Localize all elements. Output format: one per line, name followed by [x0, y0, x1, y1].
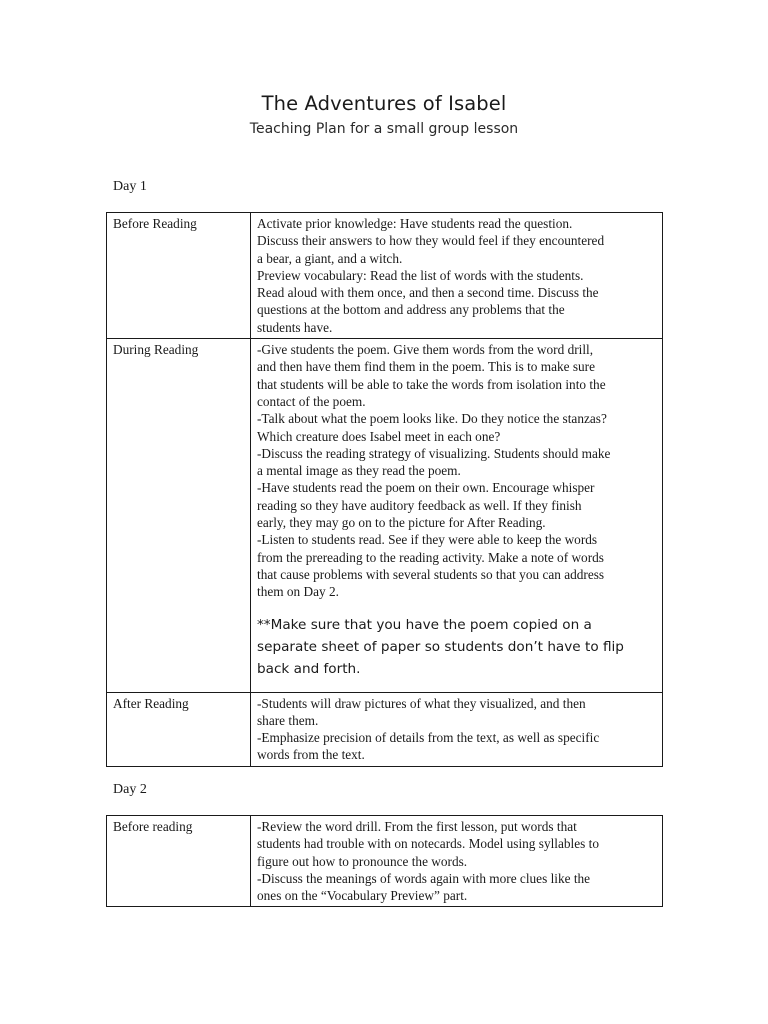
content-line: from the prereading to the reading activity. Make a note of words: [257, 549, 604, 565]
content-line: share them.: [257, 712, 319, 728]
table-row: [107, 339, 663, 692]
day-2-label: Day 2: [113, 782, 147, 797]
content-line: a bear, a giant, and a witch.: [257, 250, 403, 266]
content-line: students had trouble with on notecards. Model using syllables to: [257, 836, 599, 852]
teacher-note: **Make sure that you have the poem copied on a separate sheet of paper so students don’t have to flip back and forth.: [257, 616, 624, 677]
content-line: -Listen to students read. See if they were able to keep the words: [257, 532, 598, 548]
content-line: contact of the poem.: [257, 393, 366, 409]
row-content-during-reading: [251, 339, 663, 692]
row-content-before-reading: [251, 213, 663, 339]
content-line: -Give students the poem. Give them words from the word drill,: [257, 342, 594, 358]
content-line: them on Day 2.: [257, 584, 339, 600]
content-line: Preview vocabulary: Read the list of words with the students.: [257, 267, 584, 283]
content-line: Which creature does Isabel meet in each one?: [257, 428, 501, 444]
content-line: Read aloud with them once, and then a second time. Discuss the: [257, 285, 599, 301]
content-line: Discuss their answers to how they would feel if they encountered: [257, 233, 605, 249]
content-line: -Emphasize precision of details from the text, as well as specific: [257, 730, 600, 746]
row-label-before-reading: Before Reading: [107, 213, 251, 339]
content-line: and then have them find them in the poem. This is to make sure: [257, 359, 596, 375]
content-line: a mental image as they read the poem.: [257, 463, 461, 479]
row-label-after-reading: After Reading: [107, 692, 251, 766]
table-row: [107, 213, 663, 339]
content-line: -Discuss the reading strategy of visualizing. Students should make: [257, 445, 611, 461]
content-line: figure out how to pronounce the words.: [257, 853, 468, 869]
day-1-label: Day 1: [113, 179, 147, 194]
day-2-table: [106, 815, 663, 907]
content-line: -Talk about what the poem looks like. Do they notice the stanzas?: [257, 411, 607, 427]
row-label-before-reading-day-2: Before reading: [107, 816, 251, 907]
content-line: students have.: [257, 319, 333, 335]
document-title: The Adventures of Isabel: [261, 92, 507, 115]
content-line: questions at the bottom and address any problems that the: [257, 302, 565, 318]
content-line: -Students will draw pictures of what they visualized, and then: [257, 695, 586, 711]
content-line: reading so they have auditory feedback as well. If they finish: [257, 497, 582, 513]
content-line: words from the text.: [257, 747, 365, 763]
row-content-after-reading: [251, 692, 663, 766]
table-row: [107, 692, 663, 766]
content-line: early, they may go on to the picture for After Reading.: [257, 515, 546, 531]
table-row: [107, 816, 663, 907]
content-line: -Have students read the poem on their own. Encourage whisper: [257, 480, 595, 496]
row-label-during-reading: During Reading: [107, 339, 251, 692]
content-line: -Discuss the meanings of words again with more clues like the: [257, 870, 591, 886]
content-line: that students will be able to take the words from isolation into the: [257, 376, 606, 392]
content-line: -Review the word drill. From the first lesson, put words that: [257, 819, 577, 834]
content-line: Activate prior knowledge: Have students read the question.: [257, 216, 573, 231]
content-line: ones on the “Vocabulary Preview” part.: [257, 888, 468, 904]
document-subtitle: Teaching Plan for a small group lesson: [249, 121, 519, 137]
content-line: that cause problems with several students so that you can address: [257, 566, 605, 582]
day-1-table: [106, 212, 663, 767]
row-content-before-reading-day-2: [251, 816, 663, 907]
